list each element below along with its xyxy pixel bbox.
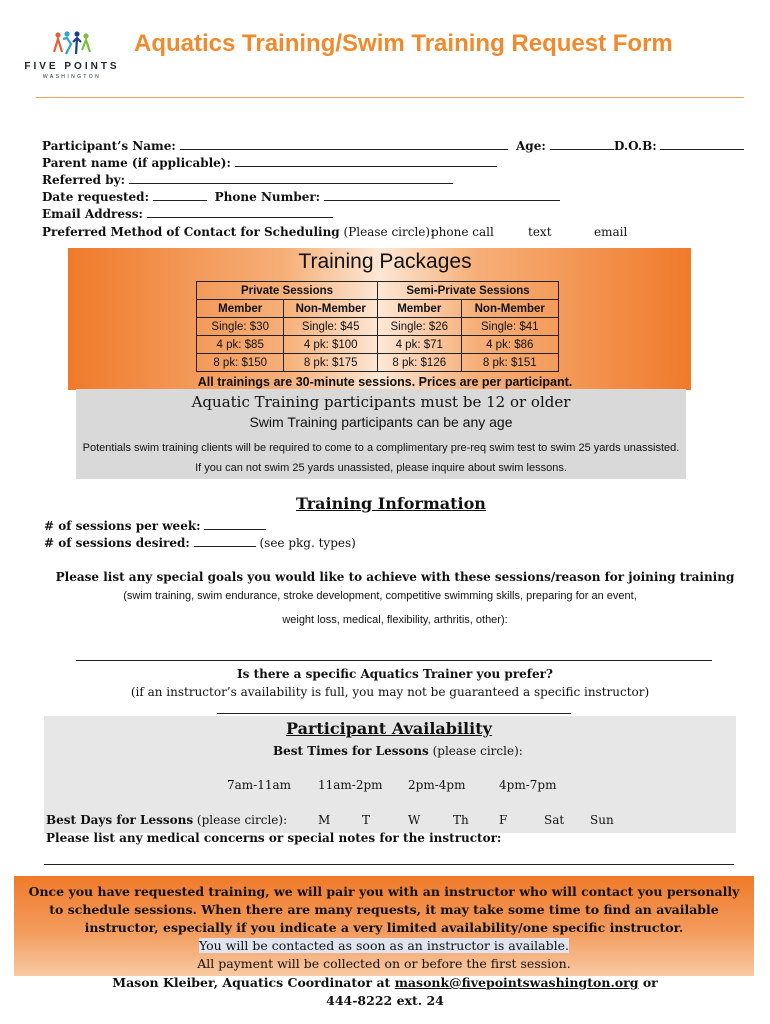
- header-divider: [36, 97, 744, 98]
- availability-heading: Participant Availability: [286, 719, 492, 738]
- price-cell: Single: $26: [378, 318, 462, 336]
- swimmers-logo-icon: [52, 30, 92, 56]
- contact-option-phone[interactable]: phone call: [431, 225, 494, 239]
- payment-note: All payment will be collected on or before the first session.: [197, 956, 571, 971]
- training-packages-title: Training Packages: [298, 250, 472, 273]
- five-points-logo: [22, 30, 122, 82]
- sessions-desired-row: [44, 535, 356, 552]
- phone-field[interactable]: [324, 189, 560, 201]
- dob-row: [614, 138, 744, 155]
- day-option[interactable]: Th: [453, 813, 469, 827]
- sessions-desired-field[interactable]: [194, 535, 256, 547]
- medical-notes-line[interactable]: [44, 864, 734, 865]
- contact-method-hint: (Please circle):: [343, 225, 435, 239]
- date-requested-label: Date requested:: [42, 190, 149, 204]
- goals-examples-line2: weight loss, medical, flexibility, arthritis, other):: [282, 614, 508, 626]
- participant-name-label: Participant’s Name:: [42, 139, 176, 153]
- dob-field[interactable]: [660, 138, 744, 150]
- referred-row: [42, 172, 453, 189]
- price-cell: 4 pk: $100: [284, 336, 378, 354]
- age-field[interactable]: [550, 138, 614, 150]
- parent-name-label: Parent name (if applicable):: [42, 156, 231, 170]
- best-days-row: [46, 812, 287, 829]
- date-requested-field[interactable]: [153, 189, 207, 201]
- page-title: Aquatics Training/Swim Training Request Form: [134, 30, 673, 57]
- day-option[interactable]: W: [408, 813, 421, 827]
- price-row: [197, 336, 559, 354]
- instructor-pairing-text: [24, 883, 744, 973]
- price-cell: 4 pk: $71: [378, 336, 462, 354]
- day-option[interactable]: F: [499, 813, 508, 827]
- pairing-message: Once you have requested training, we will pair you with an instructor who will contact you personally to schedule sessions. When there are many requests, it may take some time to find an available instructor, especially if you indicate a very limited availability/one specific instructor.: [28, 884, 740, 935]
- training-information-heading: Training Information: [296, 494, 486, 513]
- trainer-question: Is there a specific Aquatics Trainer you prefer?: [237, 667, 553, 681]
- trainer-answer-line[interactable]: [217, 713, 571, 714]
- price-cell: 8 pk: $126: [378, 354, 462, 372]
- coordinator-contact: [0, 974, 770, 1010]
- sessions-desired-label: # of sessions desired:: [44, 536, 190, 550]
- price-row: [197, 318, 559, 336]
- contact-soon-note: You will be contacted as soon as an instructor is available.: [198, 938, 570, 953]
- medical-notes-label: Please list any medical concerns or special notes for the instructor:: [46, 831, 502, 845]
- contact-method-label: Preferred Method of Contact for Scheduling: [42, 225, 340, 239]
- price-table: [196, 281, 559, 372]
- goals-heading: Please list any special goals you would like to achieve with these sessions/reason for joining training: [55, 570, 735, 584]
- contact-or: or: [642, 975, 658, 990]
- participant-name-field[interactable]: [180, 138, 508, 150]
- best-days-label: Best Days for Lessons: [46, 813, 194, 827]
- age-row: [516, 138, 614, 155]
- time-option[interactable]: 4pm-7pm: [499, 778, 557, 792]
- date-requested-row: [42, 189, 560, 206]
- price-cell: 8 pk: $150: [197, 354, 284, 372]
- dob-label: D.O.B:: [614, 139, 657, 153]
- referred-label: Referred by:: [42, 173, 126, 187]
- trainer-note: (if an instructor’s availability is full, you may not be guaranteed a specific instructor): [130, 685, 650, 699]
- sessions-per-week-label: # of sessions per week:: [44, 519, 201, 533]
- pricing-note: All trainings are 30-minute sessions. Prices are per participant.: [197, 375, 573, 389]
- phone-label: Phone Number:: [214, 190, 321, 204]
- column-header: Non-Member: [284, 300, 378, 318]
- goals-answer-line[interactable]: [76, 660, 712, 661]
- aquatic-age-requirement: Aquatic Training participants must be 12 or older: [191, 393, 571, 411]
- sessions-desired-hint: (see pkg. types): [259, 536, 356, 550]
- parent-name-field[interactable]: [235, 155, 497, 167]
- price-cell: 8 pk: $175: [284, 354, 378, 372]
- time-option[interactable]: 2pm-4pm: [408, 778, 466, 792]
- logo-subtext: WASHINGTON: [42, 74, 102, 80]
- email-label: Email Address:: [42, 207, 143, 221]
- age-label: Age:: [516, 139, 546, 153]
- coordinator-name: Mason Kleiber, Aquatics Coordinator at: [112, 975, 391, 990]
- price-cell: Single: $45: [284, 318, 378, 336]
- swim-test-notice: Potentials swim training clients will be required to come to a complimentary pre-req swim test to swim 25 yards unassisted. If you can not swim 25 yards unassisted, please inquire about swim lessons.: [82, 442, 680, 474]
- semi-private-sessions-header: Semi-Private Sessions: [378, 282, 559, 300]
- email-field[interactable]: [147, 206, 333, 218]
- sessions-per-week-field[interactable]: [204, 518, 266, 530]
- logo-text: FIVE POINTS: [24, 61, 120, 72]
- sessions-per-week-row: [44, 518, 266, 535]
- price-cell: Single: $41: [461, 318, 558, 336]
- time-option[interactable]: 11am-2pm: [318, 778, 383, 792]
- column-header: Member: [197, 300, 284, 318]
- coordinator-phone: 444-8222 ext. 24: [326, 993, 444, 1008]
- price-cell: 4 pk: $86: [461, 336, 558, 354]
- participant-name-row: [42, 138, 508, 155]
- day-option[interactable]: T: [362, 813, 371, 827]
- email-row: [42, 206, 333, 223]
- goals-examples-line1: (swim training, swim endurance, stroke development, competitive swimming skills, preparing for an event,: [123, 590, 637, 602]
- contact-option-email[interactable]: email: [594, 225, 628, 239]
- price-cell: Single: $30: [197, 318, 284, 336]
- contact-method-row: [42, 224, 434, 241]
- best-days-hint: (please circle):: [196, 813, 288, 827]
- column-header: Non-Member: [461, 300, 558, 318]
- day-option[interactable]: Sat: [544, 813, 565, 827]
- coordinator-email-link[interactable]: masonk@fivepointswashington.org: [394, 975, 639, 990]
- price-row: [197, 354, 559, 372]
- best-times-label: Best Times for Lessons: [273, 744, 429, 758]
- day-option[interactable]: Sun: [590, 813, 614, 827]
- time-option[interactable]: 7am-11am: [227, 778, 292, 792]
- contact-option-text[interactable]: text: [528, 225, 552, 239]
- day-option[interactable]: M: [318, 813, 331, 827]
- private-sessions-header: Private Sessions: [197, 282, 378, 300]
- parent-name-row: [42, 155, 497, 172]
- price-cell: 4 pk: $85: [197, 336, 284, 354]
- referred-field[interactable]: [129, 172, 453, 184]
- swim-age-requirement: Swim Training participants can be any age: [249, 414, 513, 430]
- column-header: Member: [378, 300, 462, 318]
- price-cell: 8 pk: $151: [461, 354, 558, 372]
- best-times-row: [273, 743, 523, 760]
- best-times-hint: (please circle):: [432, 744, 523, 758]
